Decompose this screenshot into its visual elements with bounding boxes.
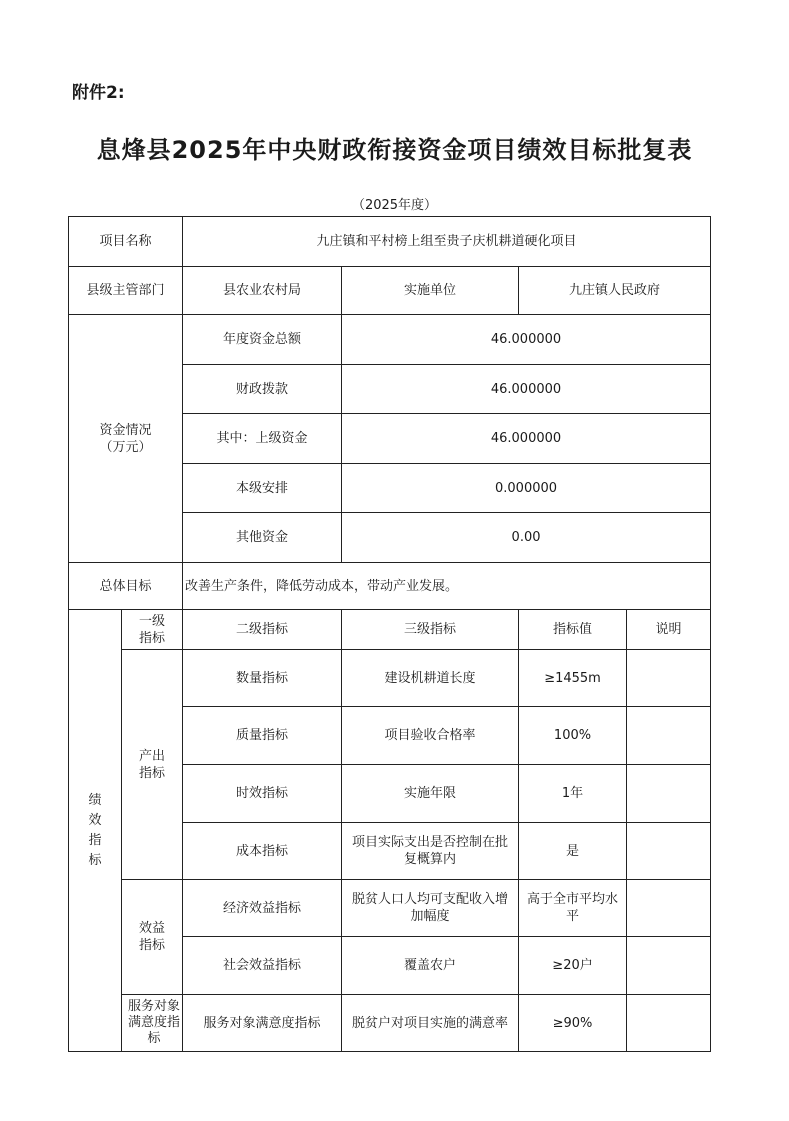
level3-cell: 脱贫户对项目实施的满意率 [342,995,519,1052]
project-name-row [69,217,711,267]
level2-cell: 时效指标 [183,765,342,823]
funds-item-value: 46.000000 [342,365,711,414]
level3-cell: 覆盖农户 [342,937,519,995]
note-cell [627,995,711,1052]
output-indicator-group [122,650,183,880]
document-title: 息烽县2025年中央财政衔接资金项目绩效目标批复表 [96,136,693,164]
level2-cell: 经济效益指标 [183,880,342,937]
note-cell [627,823,711,880]
note-cell [627,765,711,823]
implementing-unit-label: 实施单位 [342,267,519,315]
satisfaction-indicator-group-text: 服务对象满意度指标 [127,999,180,1046]
level1-header [122,610,183,650]
indicator-value-cell: 是 [519,823,627,880]
indicator-value-cell: ≥90% [519,995,627,1052]
department-label: 县级主管部门 [69,267,183,315]
level2-cell: 社会效益指标 [183,937,342,995]
level3-cell: 实施年限 [342,765,519,823]
funds-item-label: 财政拨款 [183,365,342,414]
overall-goal-label: 总体目标 [69,563,183,610]
level2-cell: 数量指标 [183,650,342,707]
benefit-indicator-group [122,880,183,995]
funds-row [69,315,711,365]
department-row [69,267,711,315]
level1-header-text: 一级指标 [138,613,165,646]
indicator-value-cell: ≥1455m [519,650,627,707]
overall-goal-row [69,563,711,610]
funds-label [69,315,183,563]
funds-item-label: 本级安排 [183,464,342,513]
implementing-unit-value: 九庄镇人民政府 [519,267,711,315]
indicator-value-cell: 100% [519,707,627,765]
indicator-value-cell: ≥20户 [519,937,627,995]
project-name-label: 项目名称 [69,217,183,267]
funds-item-label: 其他资金 [183,513,342,563]
satisfaction-indicator-group [122,995,183,1052]
level3-cell: 脱贫人口人均可支配收入增加幅度 [342,880,519,937]
department-value: 县农业农村局 [183,267,342,315]
attachment-label: 附件2: [72,83,125,103]
indicator-row [69,880,711,937]
level3-header: 三级指标 [342,610,519,650]
level3-cell: 建设机耕道长度 [342,650,519,707]
funds-item-value: 46.000000 [342,315,711,365]
funds-item-label: 年度资金总额 [183,315,342,365]
level2-cell: 成本指标 [183,823,342,880]
level2-cell: 服务对象满意度指标 [183,995,342,1052]
funds-label-line2: （万元） [99,439,152,455]
funds-item-value: 0.000000 [342,464,711,513]
funds-item-label: 其中：上级资金 [183,414,342,464]
project-name-value: 九庄镇和平村榜上组至贵子庆机耕道硬化项目 [183,217,711,267]
funds-item-value: 46.000000 [342,414,711,464]
overall-goal-value: 改善生产条件，降低劳动成本，带动产业发展。 [183,563,711,610]
note-cell [627,937,711,995]
level3-cell: 项目验收合格率 [342,707,519,765]
indicator-value-cell: 高于全市平均水平 [519,880,627,937]
note-header: 说明 [627,610,711,650]
performance-indicators-text: 绩效指标 [88,792,102,868]
indicator-row [69,650,711,707]
level2-header: 二级指标 [183,610,342,650]
note-cell [627,707,711,765]
value-header: 指标值 [519,610,627,650]
indicator-value-cell: 1年 [519,765,627,823]
performance-indicators-label [69,610,122,1052]
funds-item-value: 0.00 [342,513,711,563]
fiscal-year: （2025年度） [351,198,438,213]
level2-cell: 质量指标 [183,707,342,765]
note-cell [627,880,711,937]
benefit-indicator-group-text: 效益指标 [138,921,165,953]
note-cell [627,650,711,707]
output-indicator-group-text: 产出指标 [138,748,165,781]
performance-target-table [68,216,711,1052]
indicator-row [69,995,711,1052]
funds-label-line1: 资金情况 [99,422,152,438]
level3-cell: 项目实际支出是否控制在批复概算内 [342,823,519,880]
indicator-header-row [69,610,711,650]
